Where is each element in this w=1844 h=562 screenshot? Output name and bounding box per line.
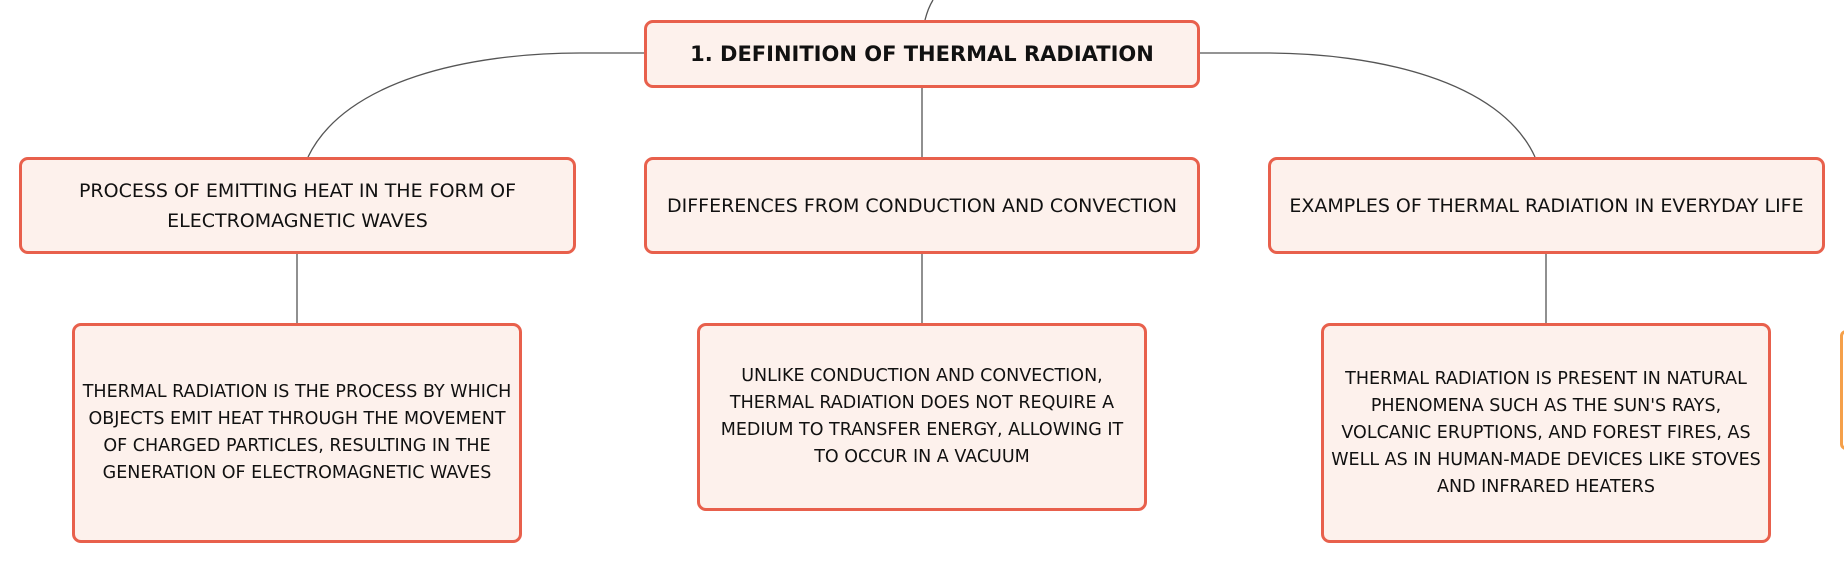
branch-node-differences[interactable] xyxy=(644,157,1200,254)
branch-heading: PROCESS OF EMITTING HEAT IN THE FORM OF ELECTROMAGNETIC WAVES xyxy=(78,179,517,232)
connector-root-to-branch-3 xyxy=(1200,53,1535,157)
offscreen-node-edge[interactable] xyxy=(1840,330,1844,450)
detail-text: UNLIKE CONDUCTION AND CONVECTION, THERMAL RADIATION DOES NOT REQUIRE A MEDIUM TO TRANSFER ENERGY, ALLOWING IT TO OCCUR IN A VACUUM xyxy=(720,366,1124,467)
detail-text: THERMAL RADIATION IS PRESENT IN NATURAL PHENOMENA SUCH AS THE SUN'S RAYS, VOLCANIC ERUPTIONS, AND FOREST FIRES, AS WELL AS IN HUMAN-MADE DEVICES LIKE STOVES AND INFRARED HEATERS xyxy=(1331,368,1761,497)
root-topic-node[interactable] xyxy=(644,20,1200,88)
branch-heading: EXAMPLES OF THERMAL RADIATION IN EVERYDAY LIFE xyxy=(1289,194,1804,217)
root-topic-title: 1. DEFINITION OF THERMAL RADIATION xyxy=(690,42,1154,66)
branch-node-examples[interactable] xyxy=(1268,157,1825,254)
branch-heading: DIFFERENCES FROM CONDUCTION AND CONVECTION xyxy=(666,194,1178,217)
connector-parent-to-root xyxy=(925,0,933,20)
detail-node-process[interactable] xyxy=(72,323,522,543)
detail-node-differences[interactable] xyxy=(697,323,1147,511)
detail-node-examples[interactable] xyxy=(1321,323,1771,543)
detail-text: THERMAL RADIATION IS THE PROCESS BY WHICH OBJECTS EMIT HEAT THROUGH THE MOVEMENT OF CHARGED PARTICLES, RESULTING IN THE GENERATION OF ELECTROMAGNETIC WAVES xyxy=(82,382,512,483)
branch-node-process[interactable] xyxy=(19,157,576,254)
connector-root-to-branch-1 xyxy=(308,53,644,157)
